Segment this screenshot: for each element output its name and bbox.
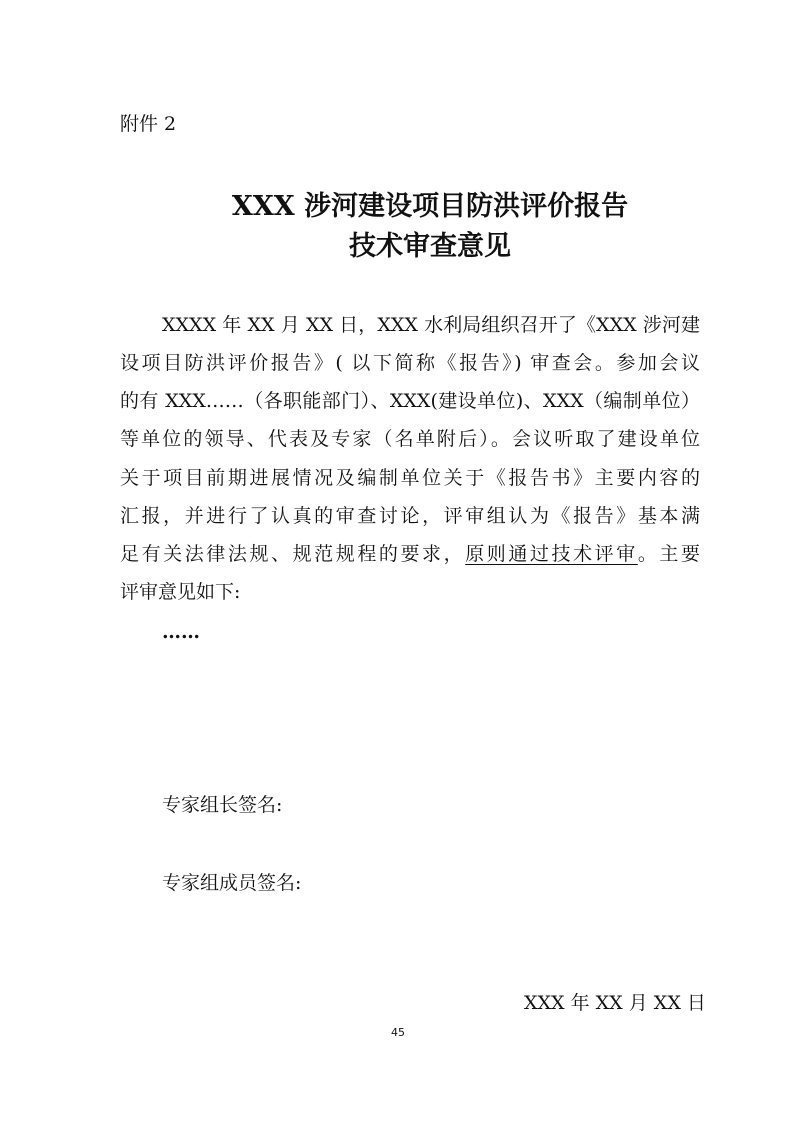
expert-leader-signature-label: 专家组长签名: — [162, 794, 283, 816]
document-subtitle: 技术审查意见 — [349, 231, 511, 262]
body-text: 。主要 — [637, 543, 700, 565]
body-line — [120, 541, 700, 567]
body-text: 足有关法律法规、规范规程的要求， — [120, 543, 466, 565]
underlined-conclusion: 原则通过技术评审 — [465, 543, 638, 565]
attachment-label: 附件 2 — [120, 113, 177, 135]
body-line: 汇报，并进行了认真的审查讨论，评审组认为《报告》基本满 — [120, 505, 700, 527]
body-line: 的有 XXX……（各职能部门）、XXX(建设单位)、XXX（编制单位） — [120, 390, 700, 412]
body-line: 设项目防洪评价报告》( 以下简称《报告》) 审查会。参加会议 — [120, 352, 700, 374]
document-date: XXX 年 XX 月 XX 日 — [524, 992, 706, 1014]
body-line: 评审意见如下: — [120, 581, 241, 603]
body-line: 等单位的领导、代表及专家（名单附后）。会议听取了建设单位 — [120, 428, 700, 450]
expert-members-signature-label: 专家组成员签名: — [162, 872, 302, 894]
ellipsis: …… — [162, 621, 200, 643]
body-line: 关于项目前期进展情况及编制单位关于《报告书》主要内容的 — [120, 467, 700, 489]
body-line: XXXX 年 XX 月 XX 日，XXX 水利局组织召开了《XXX 涉河建 — [162, 314, 700, 336]
document-title: XXX 涉河建设项目防洪评价报告 — [231, 191, 629, 222]
page-number: 45 — [391, 1026, 405, 1039]
